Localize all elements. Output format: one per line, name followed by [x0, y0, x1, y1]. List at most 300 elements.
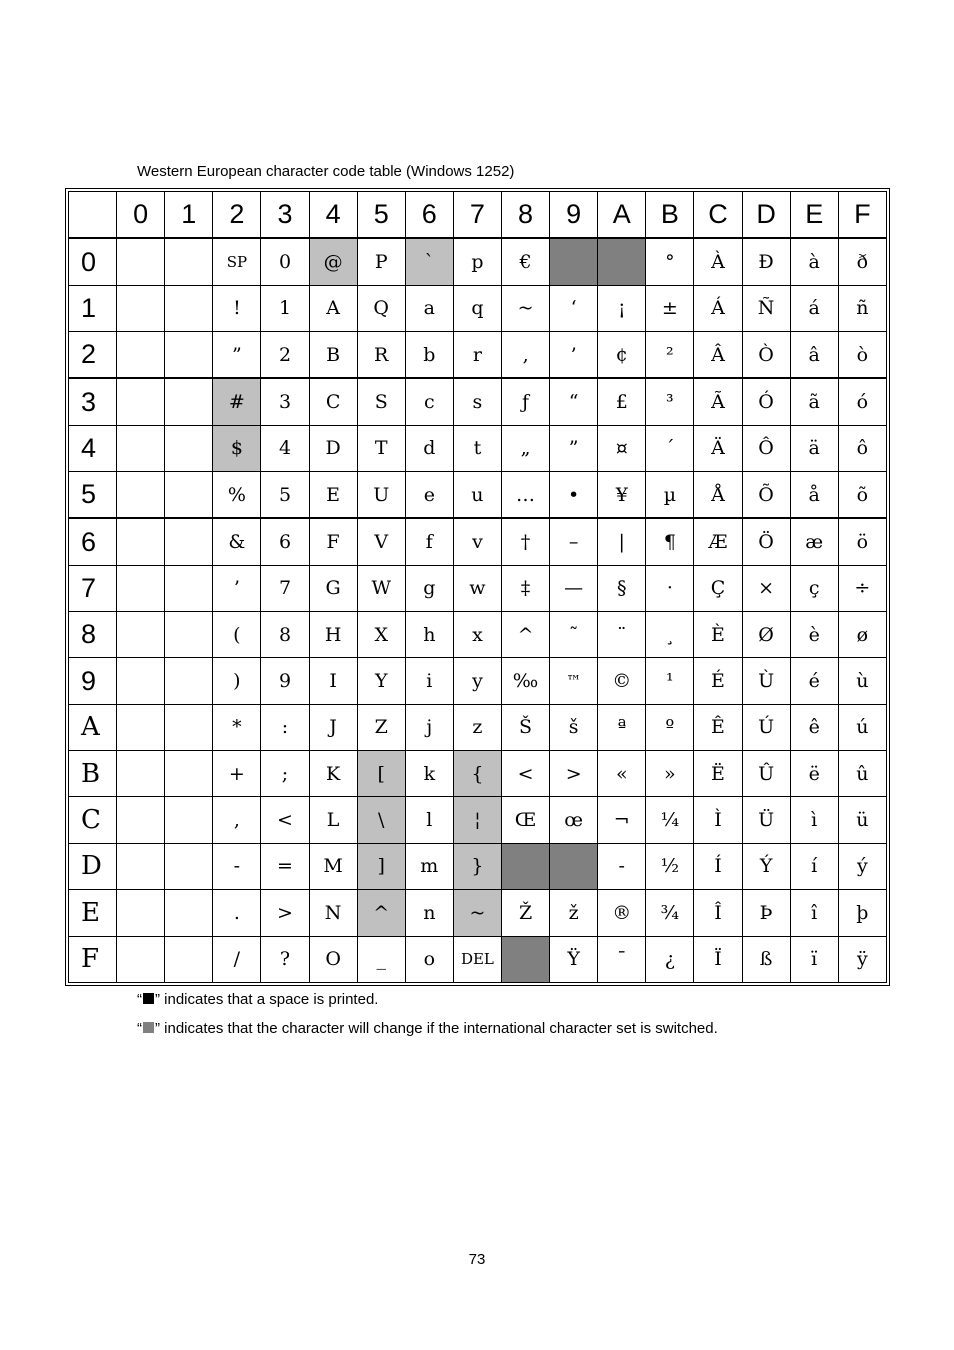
- char-cell: _: [357, 936, 405, 983]
- char-cell: SP: [213, 238, 261, 285]
- char-cell: [117, 890, 165, 936]
- char-cell: ³: [646, 378, 694, 425]
- char-cell: [117, 332, 165, 379]
- char-cell: d: [405, 425, 453, 471]
- char-cell: [165, 658, 213, 704]
- char-cell: &: [213, 518, 261, 565]
- char-cell: …: [501, 472, 549, 519]
- char-cell: i: [405, 658, 453, 704]
- char-cell: ´: [646, 425, 694, 471]
- column-header: 4: [309, 192, 357, 239]
- char-cell: Ÿ: [550, 936, 598, 983]
- char-cell: |: [598, 518, 646, 565]
- char-cell: ƒ: [501, 378, 549, 425]
- char-cell: ¶: [646, 518, 694, 565]
- char-cell: I: [309, 658, 357, 704]
- row-header: B: [69, 751, 117, 797]
- char-cell: µ: [646, 472, 694, 519]
- char-cell: í: [790, 843, 838, 889]
- corner-cell: [69, 192, 117, 239]
- char-cell: F: [309, 518, 357, 565]
- char-cell: <: [501, 751, 549, 797]
- char-cell: ¥: [598, 472, 646, 519]
- char-cell: ”: [550, 425, 598, 471]
- char-cell: ¾: [646, 890, 694, 936]
- char-cell: [165, 890, 213, 936]
- char-cell: ‡: [501, 565, 549, 611]
- char-cell: Á: [694, 285, 742, 331]
- char-cell: A: [309, 285, 357, 331]
- column-header: 0: [117, 192, 165, 239]
- char-cell: ü: [838, 797, 886, 843]
- char-cell: Â: [694, 332, 742, 379]
- char-cell: [165, 238, 213, 285]
- char-cell: Y: [357, 658, 405, 704]
- char-cell: h: [405, 612, 453, 658]
- char-cell: [501, 936, 549, 983]
- char-cell: š: [550, 704, 598, 750]
- char-cell: `: [405, 238, 453, 285]
- char-cell: †: [501, 518, 549, 565]
- char-cell: [117, 425, 165, 471]
- char-cell: [117, 612, 165, 658]
- char-cell: [165, 285, 213, 331]
- char-cell: Ü: [742, 797, 790, 843]
- char-cell: “: [550, 378, 598, 425]
- char-cell: }: [453, 843, 501, 889]
- char-cell: Ç: [694, 565, 742, 611]
- char-cell: u: [453, 472, 501, 519]
- char-cell: Ì: [694, 797, 742, 843]
- char-cell: É: [694, 658, 742, 704]
- char-cell: <: [261, 797, 309, 843]
- char-cell: •: [550, 472, 598, 519]
- char-cell: ‘: [550, 285, 598, 331]
- char-cell: [165, 936, 213, 983]
- char-cell: ‚: [501, 332, 549, 379]
- char-cell: é: [790, 658, 838, 704]
- char-cell: O: [309, 936, 357, 983]
- table-row: [69, 843, 887, 889]
- char-cell: 4: [261, 425, 309, 471]
- char-cell: ÷: [838, 565, 886, 611]
- char-cell: ò: [838, 332, 886, 379]
- char-cell: K: [309, 751, 357, 797]
- char-cell: Ã: [694, 378, 742, 425]
- char-cell: õ: [838, 472, 886, 519]
- char-cell: [117, 285, 165, 331]
- char-cell: n: [405, 890, 453, 936]
- char-cell: ž: [550, 890, 598, 936]
- char-cell: ñ: [838, 285, 886, 331]
- char-cell: 1: [261, 285, 309, 331]
- char-cell: ç: [790, 565, 838, 611]
- char-cell: ”: [213, 332, 261, 379]
- char-cell: [165, 843, 213, 889]
- char-cell: ø: [838, 612, 886, 658]
- table-row: [69, 704, 887, 750]
- char-cell: ï: [790, 936, 838, 983]
- char-cell: 0: [261, 238, 309, 285]
- char-cell: Û: [742, 751, 790, 797]
- char-cell: #: [213, 378, 261, 425]
- char-cell: ®: [598, 890, 646, 936]
- char-cell: [: [357, 751, 405, 797]
- char-cell: s: [453, 378, 501, 425]
- column-header: B: [646, 192, 694, 239]
- char-cell: Ê: [694, 704, 742, 750]
- char-cell: 2: [261, 332, 309, 379]
- char-cell: ð: [838, 238, 886, 285]
- char-cell: =: [261, 843, 309, 889]
- char-cell: J: [309, 704, 357, 750]
- char-cell: Z: [357, 704, 405, 750]
- column-header: 8: [501, 192, 549, 239]
- table-row: [69, 518, 887, 565]
- note-international-switch: [137, 1020, 718, 1037]
- char-cell: Ò: [742, 332, 790, 379]
- char-cell: L: [309, 797, 357, 843]
- char-cell: 9: [261, 658, 309, 704]
- char-cell: [165, 612, 213, 658]
- column-header: 5: [357, 192, 405, 239]
- note-space-printed: [137, 991, 378, 1008]
- char-cell: Đ: [742, 238, 790, 285]
- char-cell: î: [790, 890, 838, 936]
- char-cell: ¹: [646, 658, 694, 704]
- char-cell: c: [405, 378, 453, 425]
- char-cell: \: [357, 797, 405, 843]
- grey-square-icon: [143, 1022, 154, 1033]
- char-cell: Ä: [694, 425, 742, 471]
- char-cell: Ø: [742, 612, 790, 658]
- char-cell: y: [453, 658, 501, 704]
- char-cell: Î: [694, 890, 742, 936]
- row-header: 3: [69, 378, 117, 425]
- char-cell: ’: [550, 332, 598, 379]
- char-cell: T: [357, 425, 405, 471]
- column-header: F: [838, 192, 886, 239]
- table-caption: Western European character code table (Windows 1252): [137, 163, 515, 180]
- char-cell: û: [838, 751, 886, 797]
- char-cell: -: [213, 843, 261, 889]
- char-cell: q: [453, 285, 501, 331]
- char-cell: w: [453, 565, 501, 611]
- char-cell: z: [453, 704, 501, 750]
- note1-open-quote: “: [137, 991, 142, 1008]
- char-cell: [165, 565, 213, 611]
- char-cell: Ú: [742, 704, 790, 750]
- char-cell: Ý: [742, 843, 790, 889]
- char-cell: ß: [742, 936, 790, 983]
- char-cell: Q: [357, 285, 405, 331]
- char-cell: ±: [646, 285, 694, 331]
- char-cell: ª: [598, 704, 646, 750]
- row-header: A: [69, 704, 117, 750]
- table-row: [69, 890, 887, 936]
- char-cell: á: [790, 285, 838, 331]
- char-cell: Ï: [694, 936, 742, 983]
- char-cell: [117, 751, 165, 797]
- char-cell: R: [357, 332, 405, 379]
- char-cell: 5: [261, 472, 309, 519]
- char-cell: [117, 472, 165, 519]
- char-cell: [117, 518, 165, 565]
- char-cell: [117, 658, 165, 704]
- char-cell: Ë: [694, 751, 742, 797]
- char-cell: +: [213, 751, 261, 797]
- char-cell: ¸: [646, 612, 694, 658]
- char-cell: G: [309, 565, 357, 611]
- char-cell: ¦: [453, 797, 501, 843]
- char-cell: ë: [790, 751, 838, 797]
- char-cell: ²: [646, 332, 694, 379]
- char-cell: H: [309, 612, 357, 658]
- char-cell: ˜: [550, 612, 598, 658]
- row-header: 2: [69, 332, 117, 379]
- char-cell: ¨: [598, 612, 646, 658]
- char-cell: à: [790, 238, 838, 285]
- char-cell: /: [213, 936, 261, 983]
- row-header: E: [69, 890, 117, 936]
- char-cell: Ó: [742, 378, 790, 425]
- character-code-table-frame: [65, 188, 890, 986]
- char-cell: Õ: [742, 472, 790, 519]
- column-header: 3: [261, 192, 309, 239]
- table-row: [69, 238, 887, 285]
- char-cell: ù: [838, 658, 886, 704]
- char-cell: [165, 751, 213, 797]
- char-cell: ;: [261, 751, 309, 797]
- char-cell: %: [213, 472, 261, 519]
- char-cell: Ô: [742, 425, 790, 471]
- char-cell: œ: [550, 797, 598, 843]
- char-cell: ÿ: [838, 936, 886, 983]
- column-header: 7: [453, 192, 501, 239]
- char-cell: D: [309, 425, 357, 471]
- char-cell: [165, 425, 213, 471]
- table-row: [69, 936, 887, 983]
- char-cell: v: [453, 518, 501, 565]
- char-cell: ô: [838, 425, 886, 471]
- char-cell: r: [453, 332, 501, 379]
- char-cell: [117, 704, 165, 750]
- char-cell: «: [598, 751, 646, 797]
- char-cell: g: [405, 565, 453, 611]
- char-cell: ^: [357, 890, 405, 936]
- char-cell: ¼: [646, 797, 694, 843]
- char-cell: f: [405, 518, 453, 565]
- char-cell: !: [213, 285, 261, 331]
- char-cell: 3: [261, 378, 309, 425]
- char-cell: N: [309, 890, 357, 936]
- table-row: [69, 612, 887, 658]
- char-cell: ½: [646, 843, 694, 889]
- char-cell: È: [694, 612, 742, 658]
- table-row: [69, 285, 887, 331]
- char-cell: ~: [501, 285, 549, 331]
- char-cell: ×: [742, 565, 790, 611]
- char-cell: —: [550, 565, 598, 611]
- char-cell: [550, 238, 598, 285]
- char-cell: [501, 843, 549, 889]
- char-cell: „: [501, 425, 549, 471]
- note1-text: ” indicates that a space is printed.: [155, 991, 379, 1008]
- char-cell: £: [598, 378, 646, 425]
- char-cell: Ù: [742, 658, 790, 704]
- char-cell: p: [453, 238, 501, 285]
- char-cell: e: [405, 472, 453, 519]
- char-cell: 8: [261, 612, 309, 658]
- char-cell: a: [405, 285, 453, 331]
- char-cell: ¢: [598, 332, 646, 379]
- char-cell: X: [357, 612, 405, 658]
- char-cell: ú: [838, 704, 886, 750]
- char-cell: @: [309, 238, 357, 285]
- char-cell: [117, 936, 165, 983]
- table-row: [69, 658, 887, 704]
- row-header: 4: [69, 425, 117, 471]
- char-cell: {: [453, 751, 501, 797]
- char-cell: Š: [501, 704, 549, 750]
- char-cell: Ö: [742, 518, 790, 565]
- table-row: [69, 472, 887, 519]
- char-cell: »: [646, 751, 694, 797]
- char-cell: [117, 565, 165, 611]
- column-header: C: [694, 192, 742, 239]
- char-cell: B: [309, 332, 357, 379]
- char-cell: [117, 797, 165, 843]
- char-cell: ,: [213, 797, 261, 843]
- char-cell: .: [213, 890, 261, 936]
- char-cell: ¤: [598, 425, 646, 471]
- char-cell: ™: [550, 658, 598, 704]
- char-cell: ]: [357, 843, 405, 889]
- char-cell: [165, 472, 213, 519]
- char-cell: ?: [261, 936, 309, 983]
- char-cell: M: [309, 843, 357, 889]
- black-square-icon: [143, 993, 154, 1004]
- char-cell: Ñ: [742, 285, 790, 331]
- table-row: [69, 378, 887, 425]
- char-cell: [598, 238, 646, 285]
- char-cell: U: [357, 472, 405, 519]
- char-cell: :: [261, 704, 309, 750]
- char-cell: ê: [790, 704, 838, 750]
- char-cell: â: [790, 332, 838, 379]
- header-row: [69, 192, 887, 239]
- char-cell: ä: [790, 425, 838, 471]
- char-cell: W: [357, 565, 405, 611]
- char-cell: º: [646, 704, 694, 750]
- char-cell: t: [453, 425, 501, 471]
- row-header: 8: [69, 612, 117, 658]
- char-cell: -: [598, 843, 646, 889]
- page-number: 73: [468, 1251, 486, 1268]
- char-cell: æ: [790, 518, 838, 565]
- char-cell: Þ: [742, 890, 790, 936]
- char-cell: m: [405, 843, 453, 889]
- char-cell: ^: [501, 612, 549, 658]
- char-cell: §: [598, 565, 646, 611]
- char-cell: ö: [838, 518, 886, 565]
- char-cell: >: [261, 890, 309, 936]
- char-cell: ¡: [598, 285, 646, 331]
- row-header: C: [69, 797, 117, 843]
- table-row: [69, 565, 887, 611]
- char-cell: ~: [453, 890, 501, 936]
- char-cell: °: [646, 238, 694, 285]
- table-row: [69, 425, 887, 471]
- char-cell: $: [213, 425, 261, 471]
- char-cell: (: [213, 612, 261, 658]
- char-cell: b: [405, 332, 453, 379]
- char-cell: 7: [261, 565, 309, 611]
- char-cell: j: [405, 704, 453, 750]
- char-cell: €: [501, 238, 549, 285]
- char-cell: ·: [646, 565, 694, 611]
- char-cell: DEL: [453, 936, 501, 983]
- column-header: 1: [165, 192, 213, 239]
- char-cell: þ: [838, 890, 886, 936]
- char-cell: [165, 518, 213, 565]
- column-header: 9: [550, 192, 598, 239]
- char-cell: C: [309, 378, 357, 425]
- row-header: D: [69, 843, 117, 889]
- char-cell: Æ: [694, 518, 742, 565]
- char-cell: >: [550, 751, 598, 797]
- char-cell: [117, 378, 165, 425]
- character-code-table: [68, 191, 887, 983]
- char-cell: ): [213, 658, 261, 704]
- char-cell: ã: [790, 378, 838, 425]
- row-header: 1: [69, 285, 117, 331]
- column-header: 2: [213, 192, 261, 239]
- row-header: 5: [69, 472, 117, 519]
- column-header: E: [790, 192, 838, 239]
- char-cell: [550, 843, 598, 889]
- char-cell: o: [405, 936, 453, 983]
- row-header: F: [69, 936, 117, 983]
- char-cell: x: [453, 612, 501, 658]
- char-cell: ’: [213, 565, 261, 611]
- char-cell: l: [405, 797, 453, 843]
- char-cell: [117, 238, 165, 285]
- row-header: 7: [69, 565, 117, 611]
- char-cell: V: [357, 518, 405, 565]
- char-cell: ¬: [598, 797, 646, 843]
- char-cell: ©: [598, 658, 646, 704]
- table-row: [69, 797, 887, 843]
- char-cell: [165, 797, 213, 843]
- column-header: A: [598, 192, 646, 239]
- char-cell: è: [790, 612, 838, 658]
- char-cell: Œ: [501, 797, 549, 843]
- char-cell: Å: [694, 472, 742, 519]
- char-cell: Í: [694, 843, 742, 889]
- column-header: D: [742, 192, 790, 239]
- char-cell: ‰: [501, 658, 549, 704]
- char-cell: [165, 332, 213, 379]
- note2-text: ” indicates that the character will change if the international character set is switched.: [155, 1020, 718, 1037]
- char-cell: *: [213, 704, 261, 750]
- char-cell: –: [550, 518, 598, 565]
- char-cell: [117, 843, 165, 889]
- char-cell: ì: [790, 797, 838, 843]
- char-cell: ¿: [646, 936, 694, 983]
- char-cell: å: [790, 472, 838, 519]
- char-cell: Ž: [501, 890, 549, 936]
